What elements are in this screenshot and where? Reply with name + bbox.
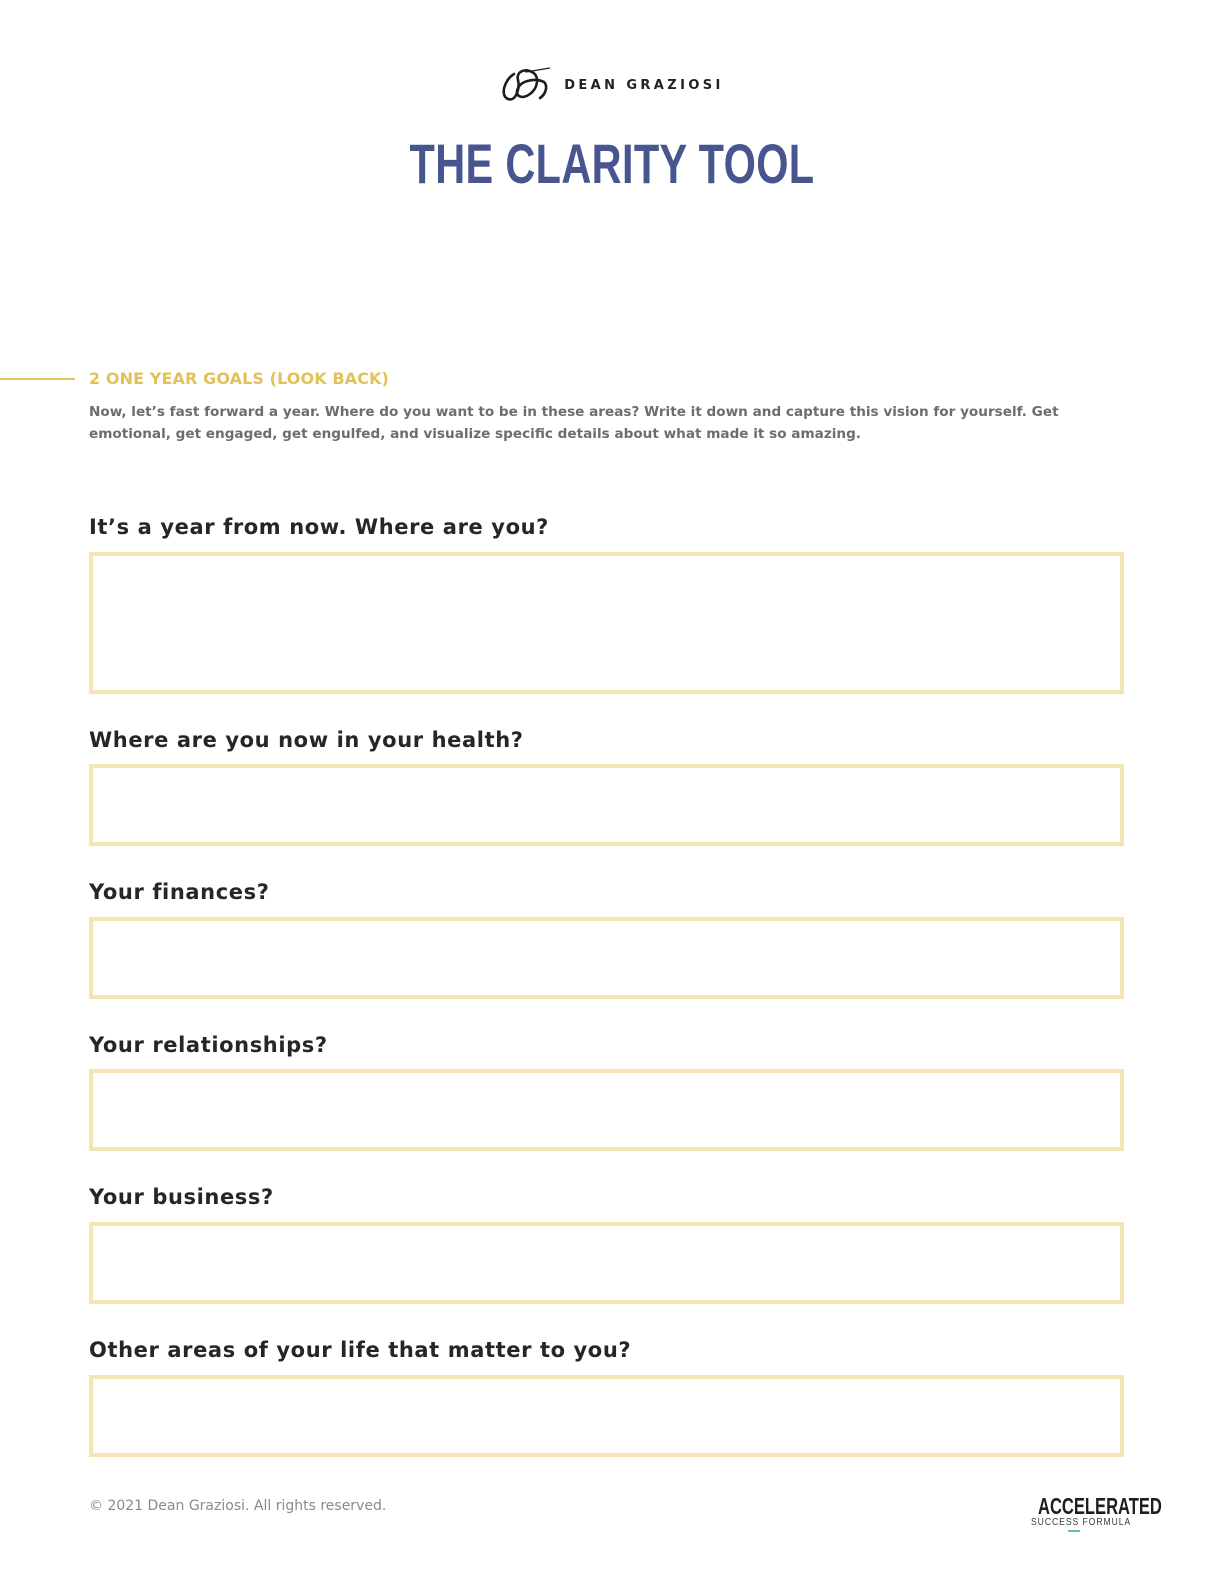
page-title: THE CLARITY TOOL bbox=[409, 132, 815, 195]
brand-name: DEAN GRAZIOSI bbox=[564, 77, 724, 93]
question-label-finances: Your finances? bbox=[89, 880, 270, 904]
copyright-notice: © 2021 Dean Graziosi. All rights reserved. bbox=[89, 1498, 387, 1514]
answer-box-year-from-now[interactable] bbox=[89, 552, 1124, 694]
logo-line-success-formula: SUCCESS FORMULA bbox=[1031, 1517, 1132, 1528]
brand-header bbox=[0, 66, 1224, 104]
answer-box-business[interactable] bbox=[89, 1222, 1124, 1304]
dg-signature-logo-icon bbox=[500, 66, 550, 104]
question-label-business: Your business? bbox=[89, 1185, 274, 1209]
accelerated-success-formula-logo bbox=[1024, 1493, 1162, 1532]
answer-box-relationships[interactable] bbox=[89, 1069, 1124, 1151]
section-description: Now, let’s fast forward a year. Where do you want to be in these areas? Write it down and capture this vision for yourself. Get emotional, get engaged, get engulfed, and visualize specific details about what made it so amazing. bbox=[89, 404, 1059, 442]
answer-box-other-areas[interactable] bbox=[89, 1375, 1124, 1457]
logo-line-accelerated: ACCELERATED bbox=[1038, 1493, 1162, 1519]
answer-box-finances[interactable] bbox=[89, 917, 1124, 999]
answer-box-health[interactable] bbox=[89, 764, 1124, 846]
question-label-relationships: Your relationships? bbox=[89, 1033, 328, 1057]
question-label-year-from-now: It’s a year from now. Where are you? bbox=[89, 515, 549, 539]
section-title: 2 ONE YEAR GOALS (LOOK BACK) bbox=[89, 369, 389, 388]
logo-accent-dash bbox=[1068, 1530, 1080, 1532]
question-label-health: Where are you now in your health? bbox=[89, 728, 524, 752]
question-label-other-areas: Other areas of your life that matter to you? bbox=[89, 1338, 632, 1362]
section-accent-rule bbox=[0, 378, 75, 380]
